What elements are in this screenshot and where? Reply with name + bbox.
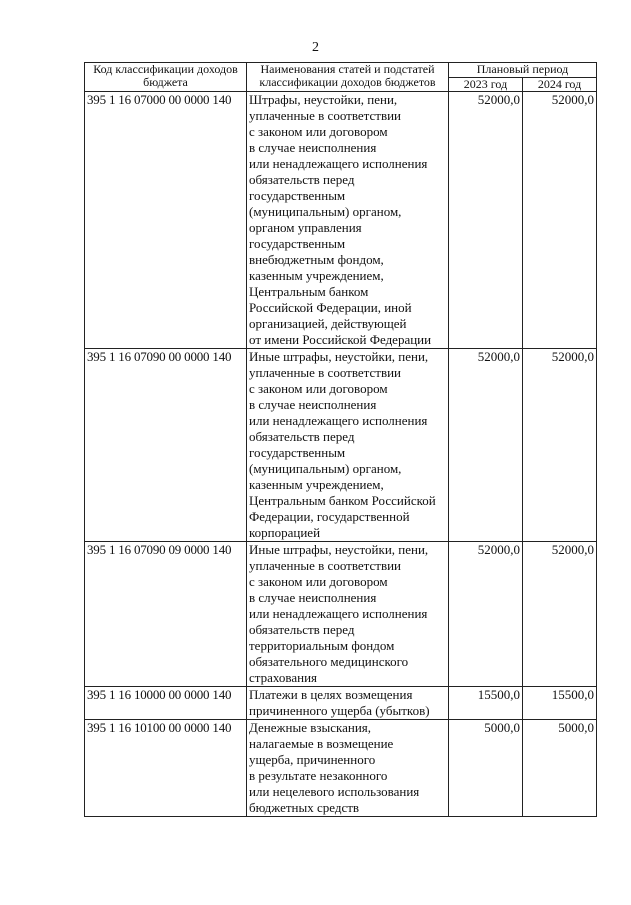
item-name-line: организацией, действующей [249, 316, 407, 331]
item-name-line: обязательного медицинского [249, 654, 409, 669]
item-name-line: в случае неисполнения [249, 590, 377, 605]
classification-code: 395 1 16 10000 00 0000 140 [85, 687, 247, 720]
item-name-line: или ненадлежащего исполнения [249, 413, 428, 428]
item-name-line: Центральным банком [249, 284, 369, 299]
item-name-line: внебюджетным фондом, [249, 252, 384, 267]
amount-2023: 52000,0 [449, 349, 523, 542]
classification-code: 395 1 16 07090 00 0000 140 [85, 349, 247, 542]
item-name [247, 92, 449, 349]
item-name-line: страхования [249, 670, 318, 685]
table-row [85, 92, 597, 349]
item-name-line: государственным [249, 188, 346, 203]
header-year-2024: 2024 год [523, 77, 597, 92]
item-name-line: или ненадлежащего исполнения [249, 606, 428, 621]
item-name-line: уплаченные в соответствии [249, 558, 402, 573]
item-name-line: Иные штрафы, неустойки, пени, [249, 542, 429, 557]
item-name-line: казенным учреждением, [249, 477, 384, 492]
item-name [247, 720, 449, 817]
item-name-line: уплаченные в соответствии [249, 365, 402, 380]
header-name: Наименования статей и подстатей классификации доходов бюджетов [247, 63, 449, 92]
item-name-line: обязательств перед [249, 429, 355, 444]
item-name-line: Платежи в целях возмещения [249, 687, 413, 702]
classification-code: 395 1 16 10100 00 0000 140 [85, 720, 247, 817]
table-header [85, 63, 597, 92]
item-name-line: в случае неисполнения [249, 140, 377, 155]
item-name [247, 349, 449, 542]
item-name-line: или нецелевого использования [249, 784, 420, 799]
item-name-line: в случае неисполнения [249, 397, 377, 412]
amount-2023: 52000,0 [449, 92, 523, 349]
table-body [85, 92, 597, 817]
amount-2023: 52000,0 [449, 542, 523, 687]
item-name-line: Иные штрафы, неустойки, пени, [249, 349, 429, 364]
table-row [85, 720, 597, 817]
item-name-line: обязательств перед [249, 172, 355, 187]
amount-2024: 5000,0 [523, 720, 597, 817]
amount-2024: 52000,0 [523, 349, 597, 542]
item-name-line: казенным учреждением, [249, 268, 384, 283]
item-name-line: ущерба, причиненного [249, 752, 376, 767]
amount-2023: 5000,0 [449, 720, 523, 817]
amount-2024: 15500,0 [523, 687, 597, 720]
page-number: 2 [312, 40, 319, 55]
item-name-line: государственным [249, 445, 346, 460]
item-name-line: Центральным банком Российской [249, 493, 436, 508]
amount-2024: 52000,0 [523, 92, 597, 349]
item-name-line: (муниципальным) органом, [249, 461, 402, 476]
item-name [247, 687, 449, 720]
item-name-line: или ненадлежащего исполнения [249, 156, 428, 171]
header-year-2023: 2023 год [449, 77, 523, 92]
item-name-line: в результате незаконного [249, 768, 388, 783]
amount-2024: 52000,0 [523, 542, 597, 687]
item-name-line: Денежные взыскания, [249, 720, 372, 735]
table-row [85, 542, 597, 687]
budget-revenue-table [84, 62, 597, 817]
classification-code: 395 1 16 07090 09 0000 140 [85, 542, 247, 687]
item-name-line: с законом или договором [249, 574, 388, 589]
item-name-line: с законом или договором [249, 381, 388, 396]
amount-2023: 15500,0 [449, 687, 523, 720]
item-name-line: корпорацией [249, 525, 321, 540]
item-name-line: Российской Федерации, иной [249, 300, 412, 315]
item-name-line: уплаченные в соответствии [249, 108, 402, 123]
table-row [85, 687, 597, 720]
item-name-line: (муниципальным) органом, [249, 204, 402, 219]
item-name-line: территориальным фондом [249, 638, 395, 653]
item-name-line: Штрафы, неустойки, пени, [249, 92, 398, 107]
item-name-line: с законом или договором [249, 124, 388, 139]
item-name-line: причиненного ущерба (убытков) [249, 703, 430, 718]
classification-code: 395 1 16 07000 00 0000 140 [85, 92, 247, 349]
item-name-line: налагаемые в возмещение [249, 736, 394, 751]
header-period: Плановый период [449, 63, 597, 78]
header-code: Код классификации доходов бюджета [85, 63, 247, 92]
item-name-line: бюджетных средств [249, 800, 360, 815]
table-row [85, 349, 597, 542]
item-name-line: обязательств перед [249, 622, 355, 637]
item-name-line: государственным [249, 236, 346, 251]
item-name-line: от имени Российской Федерации [249, 332, 432, 347]
item-name [247, 542, 449, 687]
item-name-line: Федерации, государственной [249, 509, 410, 524]
item-name-line: органом управления [249, 220, 362, 235]
